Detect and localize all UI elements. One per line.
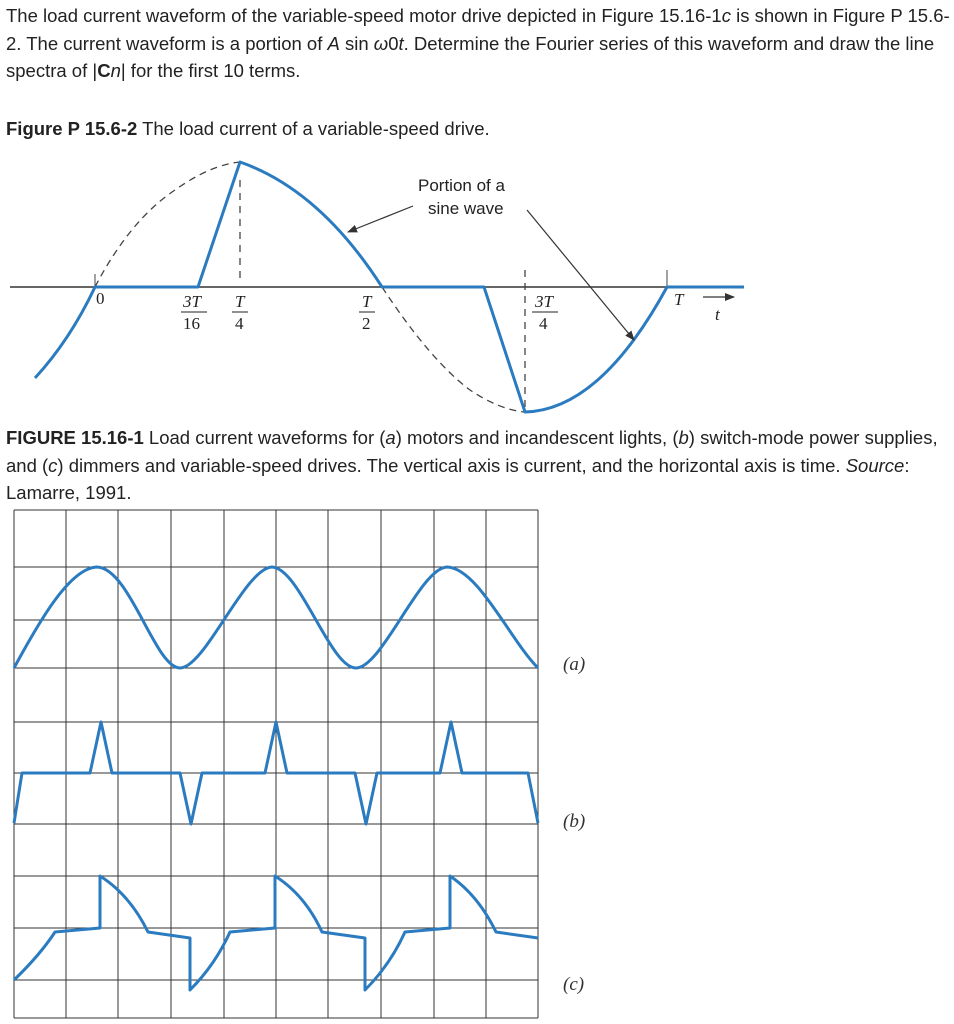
problem-italic-t: t [398,32,404,54]
caption-text: ) dimmers and variable-speed drives. The vertical axis is current, and the horizontal axis is time. [57,454,846,476]
tick-T2-den: 2 [362,314,371,333]
tick-3T16-num: 3T [183,292,201,311]
tick-T2-num: T [362,292,372,311]
caption-text: ) switch-mode power supplies, and ( [6,427,938,476]
problem-text: sin [339,32,374,54]
tick-3T4-num: 3T [535,292,553,311]
problem-text: . Determine the Fourier series of this waveform and draw the line spectra of | [6,32,935,81]
axis-label-t: t [715,305,720,324]
figure-1-oscilloscope-grid [0,500,954,1020]
caption-source-text: : Lamarre, 1991. [6,454,910,503]
problem-bold-c: C [97,60,111,81]
tick-T4-den: 4 [235,314,244,333]
tick-label-0: 0 [96,289,105,308]
problem-statement [6,2,950,85]
figure-1-caption [6,424,950,507]
annotation-arrow-left [348,206,413,232]
caption-source-label: Source [845,454,905,476]
tick-T4-num: T [235,292,245,311]
problem-italic-n: n [110,60,121,81]
caption-italic-c: c [48,454,58,476]
annotation-line-1: Portion of a [418,176,505,195]
caption-text: Load current waveforms for ( [143,427,386,448]
problem-text: is shown in Figure P 15.6-2. The current waveform is a portion of [6,5,950,54]
problem-italic-c: c [721,5,731,26]
annotation-line-2: sine wave [428,199,504,218]
figure-p-label: Figure P 15.6-2 [6,118,138,139]
figure-1-label: FIGURE 15.16-1 [6,427,144,448]
caption-italic-a: a [385,427,396,448]
problem-text: The load current waveform of the variable-speed motor drive depicted in Figure 15.16-1 [6,5,722,26]
problem-italic-a: A [327,32,340,54]
label-c: (c) [563,974,585,995]
caption-text: ) motors and incandescent lights, ( [395,427,679,448]
figure-p-caption [6,115,950,143]
problem-text: | for the first 10 terms. [120,60,301,81]
tick-label-T: T [674,290,684,309]
figure-p-diagram [0,152,954,412]
label-b: (b) [563,811,586,832]
problem-text: 0 [388,32,399,54]
figure-p-caption-text: The load current of a variable-speed drive. [137,118,490,139]
label-a: (a) [563,654,586,675]
caption-italic-b: b [678,427,689,448]
problem-omega: ω [373,32,389,54]
tick-3T16-den: 16 [183,314,200,333]
tick-3T4-den: 4 [539,314,548,333]
